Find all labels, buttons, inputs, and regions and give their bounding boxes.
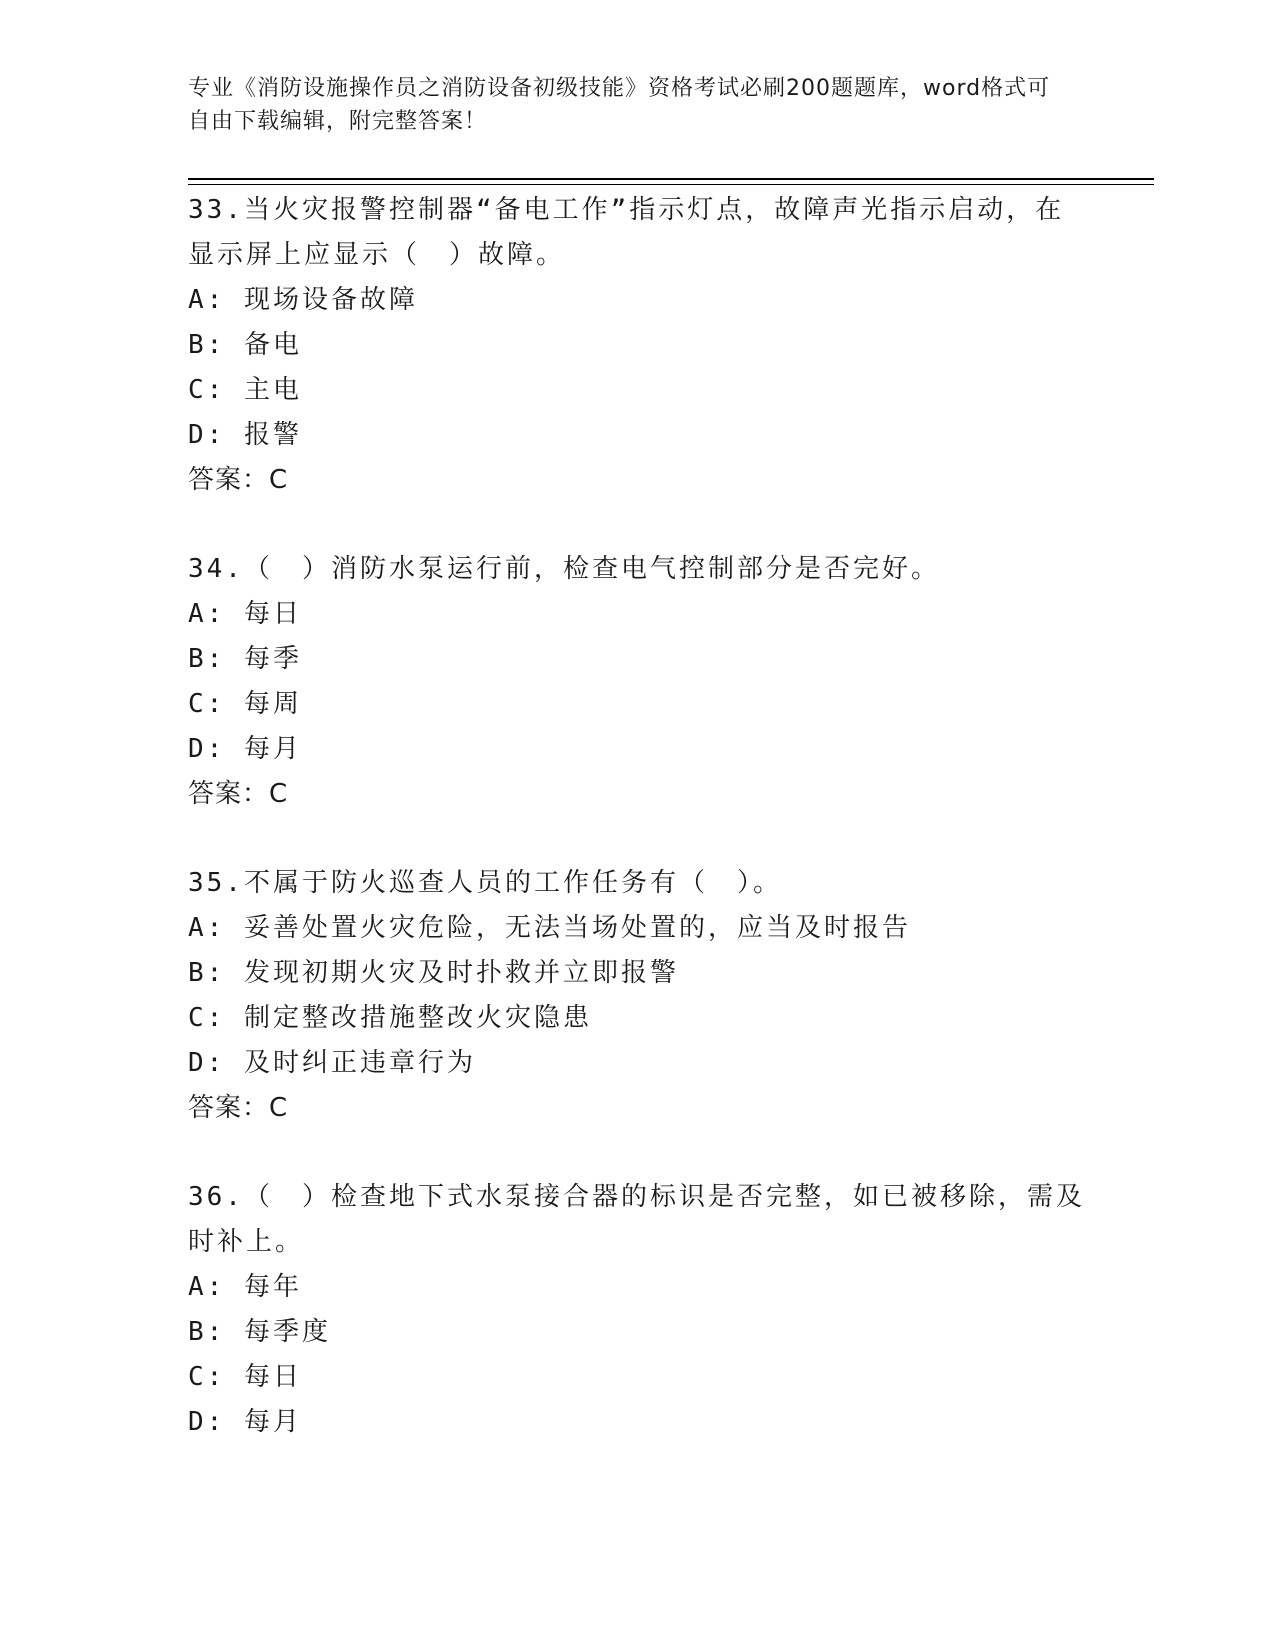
option-d: D: 及时纠正违章行为 xyxy=(188,1048,476,1078)
question-stem: 35.不属于防火巡查人员的工作任务有（ ）。 xyxy=(188,868,782,898)
option-a: A: 现场设备故障 xyxy=(188,285,418,315)
answer: 答案：C xyxy=(188,465,289,495)
option-d: D: 报警 xyxy=(188,420,302,450)
option-c: C: 主电 xyxy=(188,375,302,405)
option-c: C: 每日 xyxy=(188,1362,302,1392)
option-a: A: 每日 xyxy=(188,599,302,629)
document-header: 专业《消防设施操作员之消防设备初级技能》资格考试必刷200题题库，word格式可自由下载编辑，附完整答案！ xyxy=(188,76,1051,134)
header-rule-thin xyxy=(188,184,1154,185)
option-b: B: 每季 xyxy=(188,644,302,674)
option-d: D: 每月 xyxy=(188,734,302,764)
header-rule-thick xyxy=(188,178,1154,180)
option-b: B: 每季度 xyxy=(188,1317,331,1347)
question-stem: 34.（ ）消防水泵运行前，检查电气控制部分是否完好。 xyxy=(188,554,940,584)
question-stem: 33.当火灾报警控制器“备电工作”指示灯点，故障声光指示启动，在显示屏上应显示（ ）故障。 xyxy=(188,195,1065,270)
question-stem: 36.（ ）检查地下式水泵接合器的标识是否完整，如已被移除，需及时补上。 xyxy=(188,1182,1085,1257)
question-list xyxy=(188,188,1088,1489)
option-d: D: 每月 xyxy=(188,1407,302,1437)
option-c: C: 每周 xyxy=(188,689,302,719)
question-34 xyxy=(188,547,1088,817)
option-b: B: 备电 xyxy=(188,330,302,360)
option-b: B: 发现初期火灾及时扑救并立即报警 xyxy=(188,958,679,988)
question-36 xyxy=(188,1175,1088,1445)
question-33 xyxy=(188,188,1088,503)
option-a: A: 妥善处置火灾危险，无法当场处置的，应当及时报告 xyxy=(188,913,911,943)
answer: 答案：C xyxy=(188,1093,289,1123)
answer: 答案：C xyxy=(188,779,289,809)
option-c: C: 制定整改措施整改火灾隐患 xyxy=(188,1003,592,1033)
option-a: A: 每年 xyxy=(188,1272,302,1302)
question-35 xyxy=(188,861,1088,1131)
